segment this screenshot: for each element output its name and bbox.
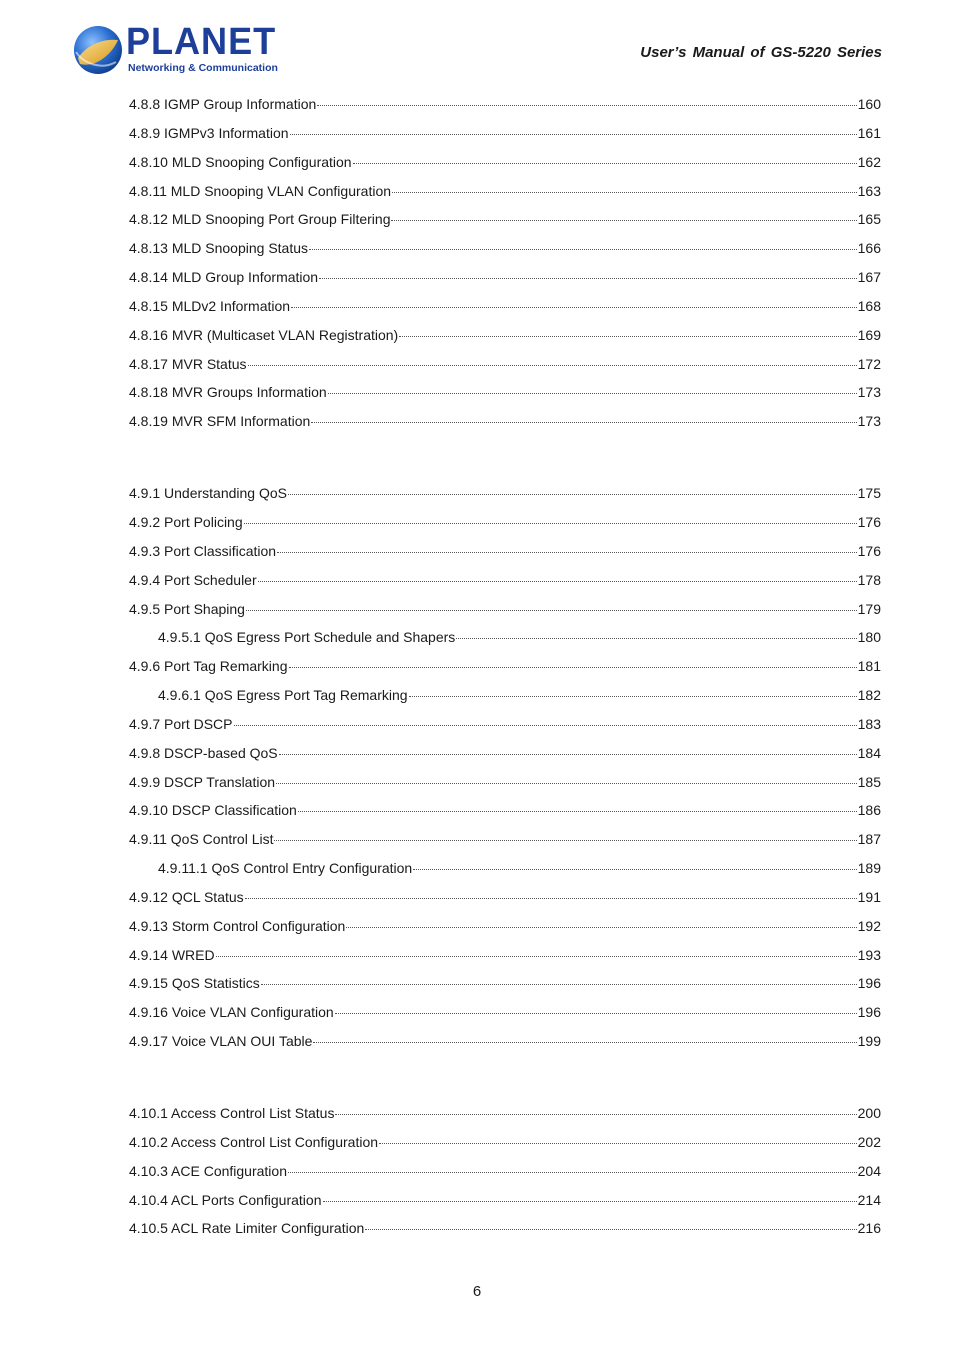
toc-dot-leader xyxy=(298,811,857,812)
toc-entry-page: 166 xyxy=(857,240,881,257)
toc-entry-page: 202 xyxy=(857,1133,881,1150)
toc-entry-page: 168 xyxy=(857,297,881,314)
toc-dot-leader xyxy=(413,869,856,870)
toc-entry[interactable] xyxy=(129,796,881,825)
toc-entry-page: 216 xyxy=(857,1220,881,1237)
toc-entry[interactable] xyxy=(129,825,881,854)
logo-tagline: Networking & Communication xyxy=(128,62,278,74)
toc-entry-title: 4.8.17 MVR Status xyxy=(129,355,247,372)
toc-dot-leader xyxy=(248,365,857,366)
toc-dot-leader xyxy=(335,1114,856,1115)
toc-entry-page: 178 xyxy=(857,571,881,588)
toc-entry-page: 181 xyxy=(857,658,881,675)
toc-entry-page: 176 xyxy=(857,513,881,530)
toc-entry-page: 169 xyxy=(857,326,881,343)
toc-entry-page: 200 xyxy=(857,1105,881,1121)
toc-dot-leader xyxy=(274,840,856,841)
toc-dot-leader xyxy=(335,1013,857,1014)
toc-dot-leader xyxy=(289,667,857,668)
toc-entry-title: 4.8.15 MLDv2 Information xyxy=(129,297,291,314)
toc-entry-page: 186 xyxy=(857,802,881,819)
toc-dot-leader xyxy=(290,134,857,135)
toc-entry-title: 4.10.5 ACL Rate Limiter Configuration xyxy=(129,1220,365,1237)
toc-entry-page: 180 xyxy=(857,629,881,646)
toc-entry[interactable] xyxy=(129,378,881,407)
toc-dot-leader xyxy=(317,105,856,106)
toc-entry-title: 4.8.14 MLD Group Information xyxy=(129,269,319,286)
toc-entry[interactable] xyxy=(129,407,881,436)
toc-entry-page: 192 xyxy=(857,917,881,934)
toc-entry-title: 4.10.4 ACL Ports Configuration xyxy=(129,1191,322,1208)
toc-entry[interactable] xyxy=(129,1186,881,1215)
toc-entry-title: 4.9.5.1 QoS Egress Port Schedule and Shapers xyxy=(158,629,456,646)
toc-entry-page: 176 xyxy=(857,542,881,559)
toc-entry-title: 4.8.19 MVR SFM Information xyxy=(129,413,311,430)
toc-dot-leader xyxy=(311,422,856,423)
toc-entry-page: 167 xyxy=(857,269,881,286)
toc-entry-title: 4.9.15 QoS Statistics xyxy=(129,975,260,992)
toc-dot-leader xyxy=(379,1143,857,1144)
toc-entry[interactable] xyxy=(129,292,881,321)
toc-dot-leader xyxy=(291,307,857,308)
toc-entry-page: 179 xyxy=(857,600,881,617)
toc-dot-leader xyxy=(244,523,857,524)
toc-entry[interactable] xyxy=(129,768,881,797)
toc-dot-leader xyxy=(392,192,857,193)
toc-entry-page: 182 xyxy=(857,687,881,704)
toc-entry-page: 196 xyxy=(857,1004,881,1021)
toc-entry-page: 191 xyxy=(857,888,881,905)
toc-entry-title: 4.10.1 Access Control List Status xyxy=(129,1105,335,1121)
toc-entry-title: 4.8.11 MLD Snooping VLAN Configuration xyxy=(129,182,392,199)
toc-entry[interactable] xyxy=(129,710,881,739)
toc-entry-title: 4.9.17 Voice VLAN OUI Table xyxy=(129,1033,313,1050)
toc-entry[interactable] xyxy=(129,1157,881,1186)
toc-entry[interactable] xyxy=(129,234,881,263)
globe-logo-icon xyxy=(72,24,124,76)
toc-dot-leader xyxy=(399,336,856,337)
toc-entry-page: 184 xyxy=(857,744,881,761)
logo-wordmark: PLANET xyxy=(126,21,277,63)
toc-entry-title: 4.9.16 Voice VLAN Configuration xyxy=(129,1004,334,1021)
toc-entry[interactable] xyxy=(129,321,881,350)
toc-entry-page: 187 xyxy=(857,831,881,848)
toc-entry[interactable] xyxy=(129,623,881,652)
toc-entry[interactable] xyxy=(129,537,881,566)
toc-entry-title: 4.8.8 IGMP Group Information xyxy=(129,96,317,112)
toc-dot-leader xyxy=(319,278,857,279)
table-of-contents xyxy=(129,90,881,1243)
toc-entry-title: 4.9.3 Port Classification xyxy=(129,542,277,559)
toc-entry[interactable] xyxy=(129,912,881,941)
toc-entry[interactable] xyxy=(129,1214,881,1243)
toc-dot-leader xyxy=(328,393,857,394)
toc-entry-title: 4.9.6.1 QoS Egress Port Tag Remarking xyxy=(158,687,408,704)
toc-entry-page: 173 xyxy=(857,384,881,401)
toc-entry-title: 4.9.2 Port Policing xyxy=(129,513,243,530)
toc-dot-leader xyxy=(288,494,857,495)
toc-entry-page: 204 xyxy=(857,1162,881,1179)
toc-dot-leader xyxy=(258,581,857,582)
toc-dot-leader xyxy=(288,1172,857,1173)
toc-entry[interactable] xyxy=(129,90,881,119)
toc-entry-title: 4.9.4 Port Scheduler xyxy=(129,571,257,588)
toc-entry-title: 4.10.2 Access Control List Configuration xyxy=(129,1133,379,1150)
toc-dot-leader xyxy=(323,1201,857,1202)
toc-entry[interactable] xyxy=(129,941,881,970)
page-number: 6 xyxy=(472,1283,482,1300)
toc-entry[interactable] xyxy=(129,148,881,177)
toc-dot-leader xyxy=(391,220,856,221)
toc-dot-leader xyxy=(245,898,857,899)
toc-section xyxy=(129,1099,881,1243)
toc-entry[interactable] xyxy=(129,883,881,912)
toc-section xyxy=(129,90,881,436)
toc-entry[interactable] xyxy=(129,595,881,624)
toc-dot-leader xyxy=(216,956,857,957)
toc-entry[interactable] xyxy=(129,652,881,681)
toc-dot-leader xyxy=(313,1042,856,1043)
toc-entry[interactable] xyxy=(129,998,881,1027)
toc-entry-page: 175 xyxy=(857,485,881,502)
toc-entry-page: 162 xyxy=(857,153,881,170)
toc-entry[interactable] xyxy=(129,969,881,998)
toc-entry-title: 4.8.18 MVR Groups Information xyxy=(129,384,327,401)
toc-entry-title: 4.9.8 DSCP-based QoS xyxy=(129,744,278,761)
toc-dot-leader xyxy=(346,927,856,928)
toc-entry[interactable] xyxy=(129,566,881,595)
manual-title: User’s Manual of GS-5220 Series xyxy=(640,44,882,61)
toc-entry-title: 4.9.11.1 QoS Control Entry Configuration xyxy=(158,860,413,877)
toc-entry-title: 4.8.16 MVR (Multicaset VLAN Registration) xyxy=(129,326,399,343)
toc-entry[interactable] xyxy=(129,508,881,537)
toc-entry-page: 163 xyxy=(857,182,881,199)
toc-entry-title: 4.9.5 Port Shaping xyxy=(129,600,245,617)
toc-entry-title: 4.9.1 Understanding QoS xyxy=(129,485,287,502)
toc-entry-title: 4.9.10 DSCP Classification xyxy=(129,802,297,819)
toc-entry-page: 172 xyxy=(857,355,881,372)
toc-entry-page: 165 xyxy=(857,211,881,228)
toc-entry-page: 160 xyxy=(857,96,881,112)
toc-entry[interactable] xyxy=(129,205,881,234)
section-gap xyxy=(129,1056,881,1099)
toc-entry-page: 199 xyxy=(857,1033,881,1050)
toc-section xyxy=(129,479,881,1056)
toc-entry[interactable] xyxy=(129,479,881,508)
toc-entry-title: 4.8.10 MLD Snooping Configuration xyxy=(129,153,352,170)
toc-entry-title: 4.9.6 Port Tag Remarking xyxy=(129,658,288,675)
planet-logo xyxy=(72,21,278,78)
toc-entry-page: 185 xyxy=(857,773,881,790)
toc-entry[interactable] xyxy=(129,119,881,148)
toc-entry-title: 4.8.9 IGMPv3 Information xyxy=(129,124,289,141)
toc-dot-leader xyxy=(277,552,857,553)
toc-dot-leader xyxy=(279,754,857,755)
toc-dot-leader xyxy=(365,1229,856,1230)
toc-entry-title: 4.8.12 MLD Snooping Port Group Filtering xyxy=(129,211,391,228)
toc-dot-leader xyxy=(456,638,856,639)
toc-entry[interactable] xyxy=(129,1128,881,1157)
toc-entry-title: 4.9.7 Port DSCP xyxy=(129,715,233,732)
toc-entry-title: 4.9.11 QoS Control List xyxy=(129,831,274,848)
toc-entry-page: 196 xyxy=(857,975,881,992)
toc-dot-leader xyxy=(409,696,857,697)
toc-dot-leader xyxy=(353,163,857,164)
toc-dot-leader xyxy=(261,984,857,985)
toc-entry-title: 4.9.14 WRED xyxy=(129,946,215,963)
toc-dot-leader xyxy=(234,725,857,726)
toc-entry-page: 189 xyxy=(857,860,881,877)
toc-entry[interactable] xyxy=(129,1027,881,1056)
toc-entry-page: 173 xyxy=(857,413,881,430)
toc-entry-page: 183 xyxy=(857,715,881,732)
toc-entry[interactable] xyxy=(129,177,881,206)
toc-entry[interactable] xyxy=(129,350,881,379)
toc-dot-leader xyxy=(309,249,857,250)
section-gap xyxy=(129,436,881,479)
toc-entry-title: 4.9.9 DSCP Translation xyxy=(129,773,276,790)
toc-dot-leader xyxy=(246,610,857,611)
toc-dot-leader xyxy=(276,783,857,784)
toc-entry[interactable] xyxy=(129,739,881,768)
toc-entry-page: 193 xyxy=(857,946,881,963)
page-header xyxy=(0,0,954,90)
toc-entry[interactable] xyxy=(129,1099,881,1128)
toc-entry-title: 4.9.13 Storm Control Configuration xyxy=(129,917,346,934)
toc-entry-title: 4.9.12 QCL Status xyxy=(129,888,244,905)
toc-entry[interactable] xyxy=(129,263,881,292)
toc-entry-title: 4.10.3 ACE Configuration xyxy=(129,1162,287,1179)
toc-entry-title: 4.8.13 MLD Snooping Status xyxy=(129,240,309,257)
toc-entry-page: 214 xyxy=(857,1191,881,1208)
toc-entry-page: 161 xyxy=(857,124,881,141)
toc-entry[interactable] xyxy=(129,854,881,883)
toc-entry[interactable] xyxy=(129,681,881,710)
